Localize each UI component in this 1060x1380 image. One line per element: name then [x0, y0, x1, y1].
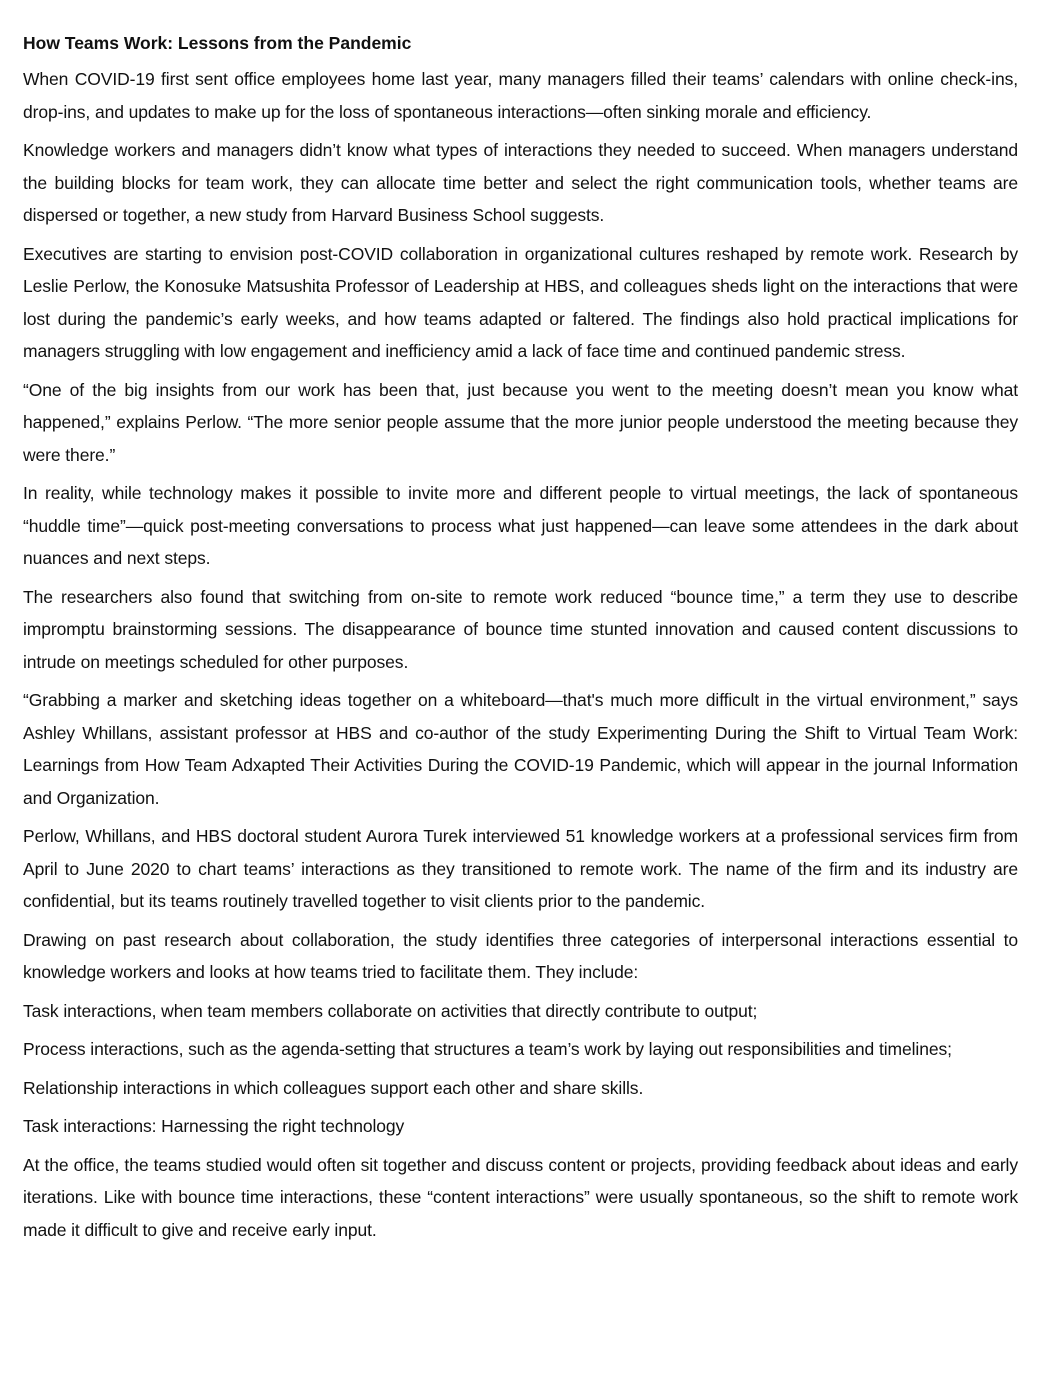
paragraph-executives: Executives are starting to envision post-COVID collaboration in organizational cultures reshaped by remote work. Research by Leslie Perlow, the Konosuke Matsushita Professor of Leadership at HBS, and colleagues sheds light on the interactions that were lost during the pandemic’s early weeks, and how teams adapted or faltered. The findings also hold practical implications for managers struggling with low engagement and inefficiency amid a lack of face time and continued pandemic stress.: [23, 243, 1018, 361]
paragraph-intro: When COVID-19 first sent office employees home last year, many managers filled their teams’ calendars with online check-ins, drop-ins, and updates to make up for the loss of spontaneous interactions—often sinking morale and efficiency.: [23, 69, 1018, 122]
list-item-task-interactions: Task interactions, when team members collaborate on activities that directly contribute to output;: [23, 1000, 758, 1021]
paragraph-office-content: At the office, the teams studied would often sit together and discuss content or projects, providing feedback about ideas and early iterations. Like with bounce time interactions, these “content interactions” were usually spontaneous, so the shift to remote work made it difficult to give and receive early input.: [23, 1154, 1018, 1240]
list-item-process-interactions: Process interactions, such as the agenda-setting that structures a team’s work by laying out responsibilities and timelines;: [23, 1039, 952, 1059]
paragraph-categories-intro: Drawing on past research about collaboration, the study identifies three categories of interpersonal interactions essential to knowledge workers and looks at how teams tried to facilitate them. They include:: [23, 929, 1018, 982]
paragraph-building-blocks: Knowledge workers and managers didn’t know what types of interactions they needed to succeed. When managers understand the building blocks for team work, they can allocate time better and select the right communication tools, whether teams are dispersed or together, a new study from Harvard Business School suggests.: [23, 140, 1018, 225]
paragraph-study-method: Perlow, Whillans, and HBS doctoral student Aurora Turek interviewed 51 knowledge workers at a professional services firm from April to June 2020 to chart teams’ interactions as they transitioned to remote work. The name of the firm and its industry are confidential, but its teams routinely travelled together to visit clients prior to the pandemic.: [23, 826, 1018, 911]
paragraph-bounce-time: The researchers also found that switching from on-site to remote work reduced “bounce time,” a term they use to describe impromptu brainstorming sessions. The disappearance of bounce time stunted innovation and caused content discussions to intrude on meetings scheduled for other purposes.: [23, 586, 1018, 672]
paragraph-whillans-quote: “Grabbing a marker and sketching ideas together on a whiteboard—that's much more difficult in the virtual environment,” says Ashley Whillans, assistant professor at HBS and co-author of the study Experimenting During the Shift to Virtual Team Work: Learnings from How Team Adxapted Their Activities During the COVID-19 Pandemic, which will appear in the journal Information and Organization.: [23, 690, 1018, 808]
paragraph-huddle-time: In reality, while technology makes it possible to invite more and different people to virtual meetings, the lack of spontaneous “huddle time”—quick post-meeting conversations to process what just happened—can leave some attendees in the dark about nuances and next steps.: [23, 483, 1018, 568]
paragraph-perlow-quote: “One of the big insights from our work has been that, just because you went to the meeting doesn’t mean you know what happened,” explains Perlow. “The more senior people assume that the more junior people understood the meeting because they were there.”: [23, 379, 1018, 465]
list-item-relationship-interactions: Relationship interactions in which colleagues support each other and share skills.: [23, 1077, 644, 1098]
document-title: How Teams Work: Lessons from the Pandemic: [23, 33, 412, 53]
section-heading-task-interactions: Task interactions: Harnessing the right technology: [23, 1116, 405, 1136]
